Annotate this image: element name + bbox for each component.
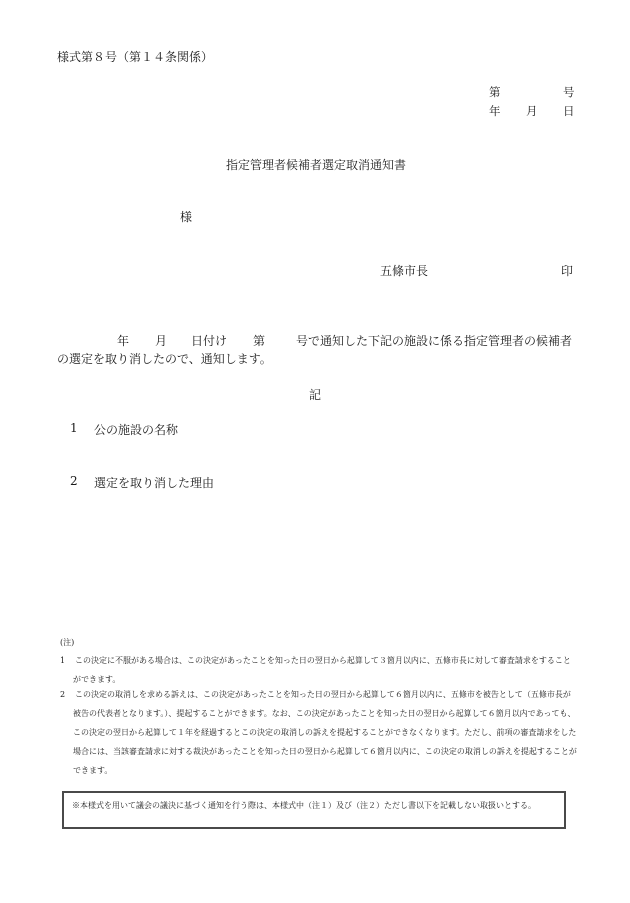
body-line1-rest: 号で通知した下記の施設に係る指定管理者の候補者: [296, 334, 573, 348]
item-number: 1: [70, 421, 78, 435]
form-usage-note: ※本様式を用いて議会の議決に基づく通知を行う際は、本様式中（注１）及び（注２）ただし書以下を記載しない取扱いとする。: [72, 801, 536, 810]
date-day: 日: [563, 104, 575, 118]
body-line2: の選定を取り消したので、通知します。: [57, 352, 272, 366]
body-month: 月: [155, 334, 168, 348]
item-label: 公の施設の名称: [94, 423, 179, 437]
note-number: 2: [60, 690, 66, 699]
body-year: 年: [117, 334, 130, 348]
note-text: この決定に不服がある場合は、この決定があったことを知った日の翌日から起算して３箇月以内に、五條市長に対して審査請求をすることができます。: [73, 656, 571, 684]
number-suffix: 号: [563, 85, 575, 99]
ki-mark: 記: [309, 388, 322, 402]
body-day: 日付け: [191, 334, 228, 348]
item-number: 2: [70, 474, 78, 488]
date-month: 月: [526, 104, 538, 118]
recipient-honorific: 様: [180, 210, 193, 224]
document-title: 指定管理者候補者選定取消通知書: [226, 158, 407, 172]
body-number-prefix: 第: [253, 334, 266, 348]
note-text: この決定の取消しを求める訴えは、この決定があったことを知った日の翌日から起算して６箇月以内に、五條市を被告として（五條市長が被告の代表者となります。）、提起することができます。なお、この決定があったことを知った日の翌日から起算して６箇月以内であっても、この決定の翌日から起算して１年を経過するとこの決定の取消しの訴えを提起することができなくなります。ただし、前項の審査請求をした場合には、当該審査請求に対する裁決があったことを知った日の翌日から起算して６箇月以内に、この決定の取消しの訴えを提起することができます。: [73, 690, 577, 775]
number-prefix: 第: [489, 85, 501, 99]
seal-mark: 印: [561, 264, 574, 278]
form-number: 様式第８号（第１４条関係）: [57, 50, 214, 64]
date-year: 年: [489, 104, 501, 118]
form-usage-note-box: [62, 791, 566, 829]
sender-name: 五條市長: [380, 264, 429, 278]
note-number: 1: [60, 656, 66, 665]
item-label: 選定を取り消した理由: [94, 476, 215, 490]
notes-heading: (注): [60, 638, 75, 647]
